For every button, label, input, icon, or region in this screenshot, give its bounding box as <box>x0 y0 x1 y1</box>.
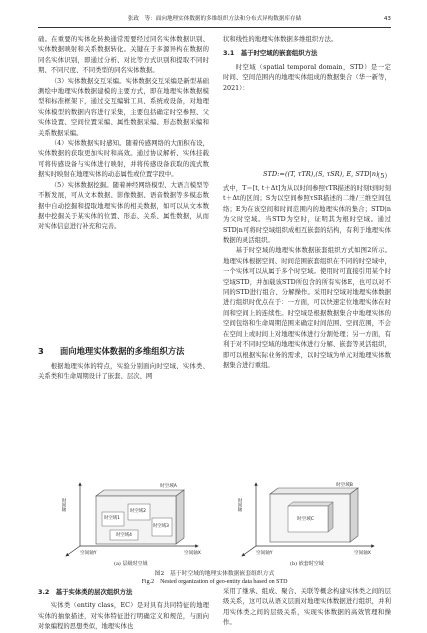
outer-domain-label: 时空域B <box>336 483 353 488</box>
axis-space-x-label: 空间轴X <box>354 551 371 556</box>
axis-time-label: 时间轴 <box>237 498 242 512</box>
axis-space-y-label: 空间轴Y <box>80 551 97 556</box>
inner-domain-label: 时空域3 <box>153 524 169 529</box>
inner-domain-label: 时空域4 <box>116 533 132 538</box>
paragraph: 式中，T＝[t, t＋Δt]为从以时间参照τTR描述的时刻t到时刻t＋Δt的区间；S为以空间参照τSR描述的二维/三维空间包络；E为在该空间和时间范围内的地理实体的集合；STD|n为父时空域。当STD为空时，证明其为根时空域。通过STD|n可将时空域组织成相互嵌套的结构，有利于地理实体数据的灵活组织。 <box>223 185 391 245</box>
paragraph: 时空域（spatial temporal domain，STD）是一定时间、空间范围内的地理实体组成的数据集合（华一新等，2021）： <box>223 63 391 92</box>
section-title: 面向地理实体数据的多维组织方法 <box>60 346 185 356</box>
figure-sublabel-a: (a) 层级时空域 <box>114 561 148 567</box>
figure-caption-en: Fig.2 Nested organization of geo-entity data based on STD <box>141 579 288 586</box>
paragraph: （4）实体数据实时感知。随着传感网络的大面积布设，实体数据的获取更加实时和高效。通过协议解析、实体挂载可将传感设备与实体进行映射，并将传感设备获取的流式数据实时映射在地理实体的动态属性或位置字段中。 <box>38 140 209 179</box>
paragraph: 础。在重要的实体化转换通常需要经过同名实体数据识别、实体数据映射和关系数据转化。关键在于多源异构在数据的同名实体识别，即通过分析、对比等方式识别和提取不同时期、不同尺度、不同类型的同名实体数据。 <box>38 36 209 75</box>
figure-panel-a <box>58 478 208 560</box>
paragraph: （5）实体数据挖掘。随着神经网络模型、大语言模型等不断发展，可从文本数据、影像数据、语音数据等多模态数据中自动挖掘和提取地理实体的相关数据，如可以从文本数据中挖掘关于某实体的位置、形态、关系、属性数据，从而对实体信息进行补充和完善。 <box>38 181 209 231</box>
header-rule <box>38 27 391 28</box>
axis-time-label: 时间轴 <box>61 498 66 512</box>
equation-number: （5） <box>373 172 391 180</box>
figure-caption <box>38 570 391 587</box>
axis-space-x-label: 空间轴X <box>184 551 201 556</box>
paragraph: 基于时空域的地理实体数据嵌套组织方式如图2所示。地理实体根据空间、时间范围嵌套组织在不同的时空域中，一个实体可以从属于多个时空域。使用时可直接引用某个时空域STD，并加载该STD所包含的所有实体E，也可以对不同的STD进行组合、分解操作。采用时空域对地理实体数据进行组织时优点在于：一方面，可以快速定位地理实体在时间和空间上的连续性。时空域是根据数据集合中地理实体的空间包络和生命周期范围来确定时间范围、空间范围，不会在空间上或时间上对地理实体进行分割处理；另一方面，有利于对不同时空域的地理实体进行分解、嵌套等灵活组织，即可以根据实际业务的需求，以时空域为单元对地理实体数据集合进行重组。 <box>223 247 391 369</box>
left-column-section3 <box>38 362 209 383</box>
equation <box>223 170 391 184</box>
inner-domain-label: 时空域2 <box>130 509 146 514</box>
paragraph: 状和线性的地理实体数据多维组织方法。 <box>223 36 338 43</box>
root-domain-label: 时空域A <box>160 484 177 489</box>
paragraph: 根据地理实体的特点，实验分别面向时空域、实体类、关系类和生命周期设计了嵌套、层次、网 <box>38 363 209 381</box>
left-column <box>38 35 209 233</box>
right-column <box>223 35 391 94</box>
header-title: 张政 等：面向地理实体数据的多维组织方法和分布式异构数据库存储 <box>127 16 302 22</box>
axis-space-y-label: 空间轴Y <box>256 551 273 556</box>
figure-sublabel-b: (b) 嵌套时空域 <box>290 561 324 567</box>
section-heading <box>38 345 184 357</box>
inner-domain-label: 时空域1 <box>104 516 120 521</box>
figure-2 <box>38 478 391 566</box>
paragraph: （3）实体数据交互采编。实体数据交互采编是新型基础测绘中地理实体数据建模的主要方式，即在地理实体数据模型和标准框架下，通过交互编辑工具、系统或设备，对地理实体模型的数据内容进行采集，主要包括确定时空参照、父实体设置、空间位置采编、属性数据采编、形态数据采编和关系数据采编。 <box>38 77 209 137</box>
figure-caption-cn: 图2 基于时空域的地理实体数据嵌套组织方式 <box>154 571 275 577</box>
left-column-section32 <box>38 587 209 633</box>
subsection-heading: 3.1 基于时空域的嵌套组织方法 <box>223 49 318 58</box>
equation-formula: STD:=((T, τTR),(S, τSR), E, STD|n) <box>263 170 379 178</box>
running-header <box>38 14 391 24</box>
right-column-bottom <box>223 587 391 629</box>
section-number: 3 <box>38 346 44 356</box>
page-number: 43 <box>383 16 391 22</box>
inner-domain-label: 时空域C <box>297 517 314 522</box>
paragraph: 采用了继承、组成、聚合、关联等概念构建实体类之间的层级关系，这可以从语义层面对地理实体数据进行组织，并利用实体类之间的层级关系，实现实体数据的高效管理和操作。 <box>223 588 391 627</box>
right-column-body <box>223 184 391 371</box>
subsection-heading: 3.2 基于实体类的层次组织方法 <box>38 588 133 596</box>
paragraph: 实体类（entity class，EC）是对具有共同特征的地理实体的抽象描述，对实体特征进行明确定义和规范，与面向对象编程的思想类似，地理实体也 <box>38 602 209 631</box>
